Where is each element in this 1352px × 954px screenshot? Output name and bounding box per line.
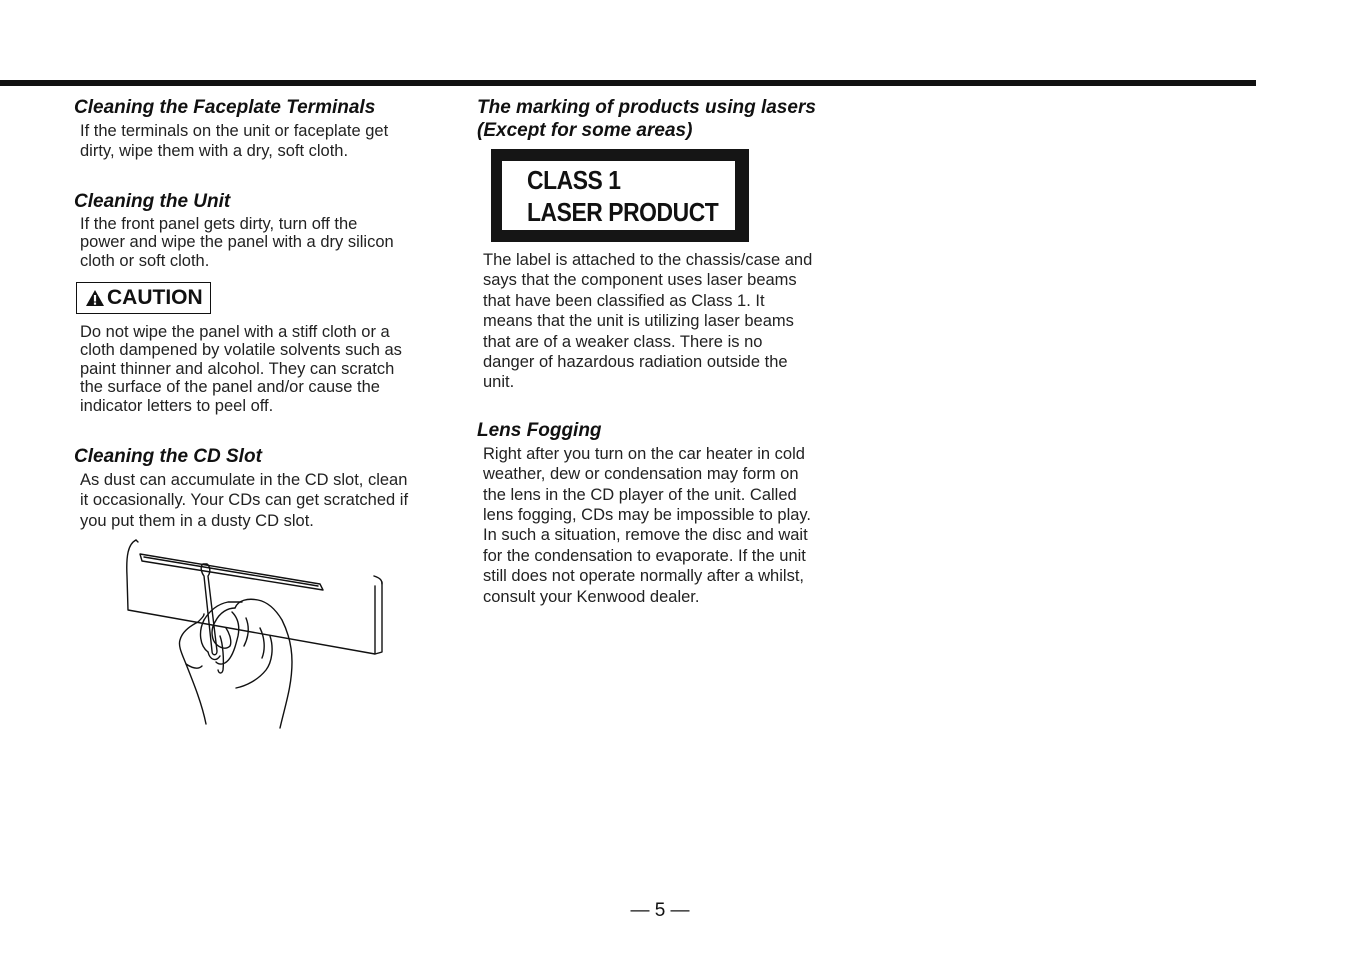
left-column <box>74 96 454 531</box>
text-line: that are of a weaker class. There is no <box>483 332 763 351</box>
text-line: you put them in a dusty CD slot. <box>80 511 314 530</box>
section-laser <box>477 96 857 393</box>
lens-heading: Lens Fogging <box>477 419 602 441</box>
text-line: weather, dew or condensation may form on <box>483 465 799 484</box>
right-column <box>477 96 857 607</box>
cd-slot-body <box>80 470 454 531</box>
text-line: power and wipe the panel with a dry silicon <box>80 233 394 252</box>
text-line: dirty, wipe them with a dry, soft cloth. <box>80 142 349 161</box>
section-unit <box>74 190 454 270</box>
laser-heading-line1: The marking of products using lasers <box>477 97 816 118</box>
faceplate-heading: Cleaning the Faceplate Terminals <box>74 97 376 118</box>
caution-badge <box>76 282 211 314</box>
text-line: cloth or soft cloth. <box>80 251 210 270</box>
text-line: it occasionally. Your CDs can get scratched if <box>80 491 409 510</box>
caution-body <box>80 323 454 415</box>
laser-heading-line2: (Except for some areas) <box>477 120 693 141</box>
text-line: the lens in the CD player of the unit. Called <box>483 485 797 504</box>
unit-heading: Cleaning the Unit <box>74 190 231 212</box>
text-line: still does not operate normally after a whilst, <box>483 567 804 586</box>
caution-label: CAUTION <box>107 286 203 310</box>
text-line: says that the component uses laser beams <box>483 271 797 290</box>
cd-slot-cleaning-illustration <box>120 536 400 736</box>
laser-class-label <box>491 149 749 242</box>
faceplate-body <box>80 121 454 162</box>
text-line: the surface of the panel and/or cause the <box>80 378 380 397</box>
text-line: paint thinner and alcohol. They can scratch <box>80 359 395 378</box>
cd-slot-heading: Cleaning the CD Slot <box>74 446 262 468</box>
section-lens-fogging <box>477 419 857 607</box>
text-line: means that the unit is utilizing laser beams <box>483 312 794 331</box>
text-line: If the terminals on the unit or faceplate get <box>80 122 389 140</box>
unit-body <box>80 215 454 270</box>
text-line: for the condensation to evaporate. If the unit <box>483 546 806 565</box>
warning-icon <box>85 289 105 307</box>
text-line: danger of hazardous radiation outside the <box>483 353 788 372</box>
page-number: — 5 — <box>630 900 690 921</box>
section-faceplate <box>74 96 454 162</box>
text-line: Do not wipe the panel with a stiff cloth or a <box>80 323 390 342</box>
top-rule <box>0 80 1256 86</box>
laser-label-line2: LASER PRODUCT <box>527 197 719 227</box>
text-line: As dust can accumulate in the CD slot, clean <box>80 471 408 490</box>
text-line: In such a situation, remove the disc and wait <box>483 526 808 545</box>
text-line: If the front panel gets dirty, turn off the <box>80 214 358 233</box>
lens-body <box>483 444 857 607</box>
laser-label-inner <box>502 161 735 230</box>
text-line: cloth dampened by volatile solvents such as <box>80 341 402 360</box>
section-cd-slot <box>74 445 454 531</box>
text-line: consult your Kenwood dealer. <box>483 587 700 606</box>
text-line: unit. <box>483 373 515 392</box>
text-line: that have been classified as Class 1. It <box>483 291 765 310</box>
text-line: lens fogging, CDs may be impossible to play. <box>483 506 812 525</box>
text-line: The label is attached to the chassis/case and <box>483 251 813 269</box>
text-line: Right after you turn on the car heater in cold <box>483 444 805 463</box>
laser-label-line1: CLASS 1 <box>527 165 621 195</box>
text-line: indicator letters to peel off. <box>80 396 274 415</box>
laser-body <box>483 250 857 393</box>
